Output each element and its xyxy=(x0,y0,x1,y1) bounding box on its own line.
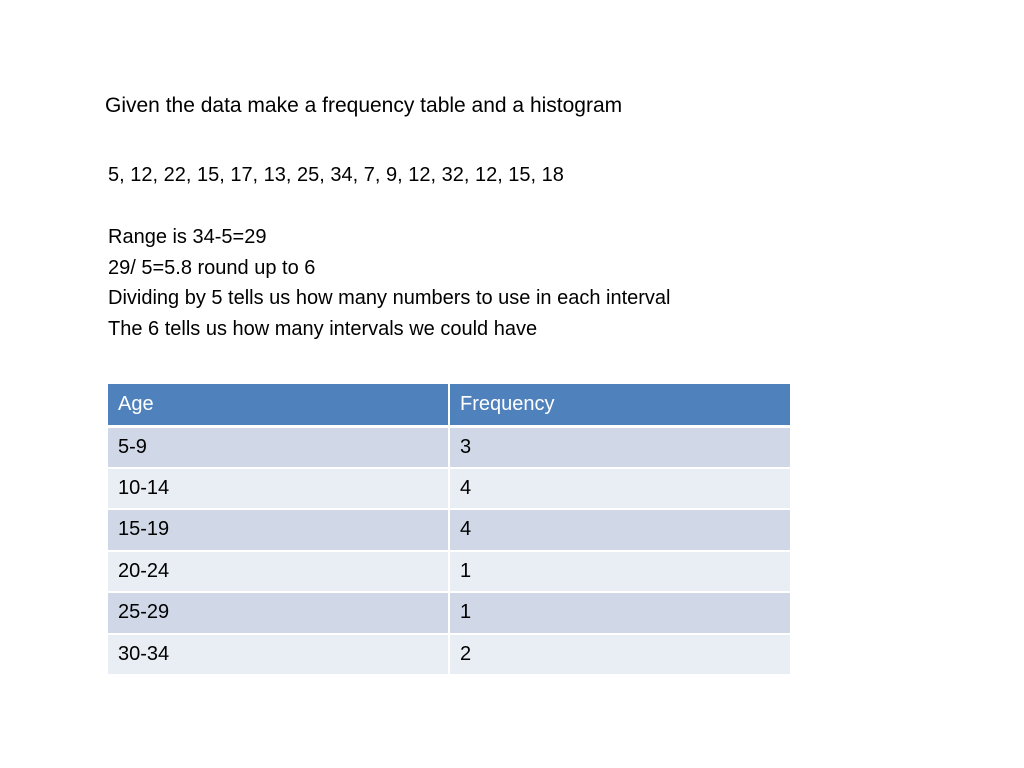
note-division: 29/ 5=5.8 round up to 6 xyxy=(108,256,316,279)
frequency-cell: 4 xyxy=(449,509,790,551)
frequency-table xyxy=(108,384,790,676)
age-cell: 25-29 xyxy=(108,592,449,634)
table-row xyxy=(108,509,790,551)
table-row xyxy=(108,551,790,593)
frequency-cell: 1 xyxy=(449,592,790,634)
age-cell: 10-14 xyxy=(108,468,449,510)
table-row xyxy=(108,426,790,468)
note-interval-count: The 6 tells us how many intervals we could have xyxy=(108,317,538,340)
frequency-cell: 3 xyxy=(449,426,790,468)
note-range: Range is 34-5=29 xyxy=(108,226,267,248)
header-frequency: Frequency xyxy=(449,384,790,426)
frequency-cell: 2 xyxy=(449,634,790,676)
frequency-cell: 4 xyxy=(449,468,790,510)
notes xyxy=(108,222,671,344)
slide-title: Given the data make a frequency table and a histogram xyxy=(105,94,623,117)
table-row xyxy=(108,468,790,510)
age-cell: 15-19 xyxy=(108,509,449,551)
note-interval-size: Dividing by 5 tells us how many numbers to use in each interval xyxy=(108,287,671,309)
header-age: Age xyxy=(108,384,449,426)
table-row xyxy=(108,634,790,676)
table-row xyxy=(108,592,790,634)
table-header-row xyxy=(108,384,790,426)
age-cell: 30-34 xyxy=(108,634,449,676)
age-cell: 5-9 xyxy=(108,426,449,468)
age-cell: 20-24 xyxy=(108,551,449,593)
frequency-cell: 1 xyxy=(449,551,790,593)
data-values: 5, 12, 22, 15, 17, 13, 25, 34, 7, 9, 12, 32, 12, 15, 18 xyxy=(108,164,564,186)
